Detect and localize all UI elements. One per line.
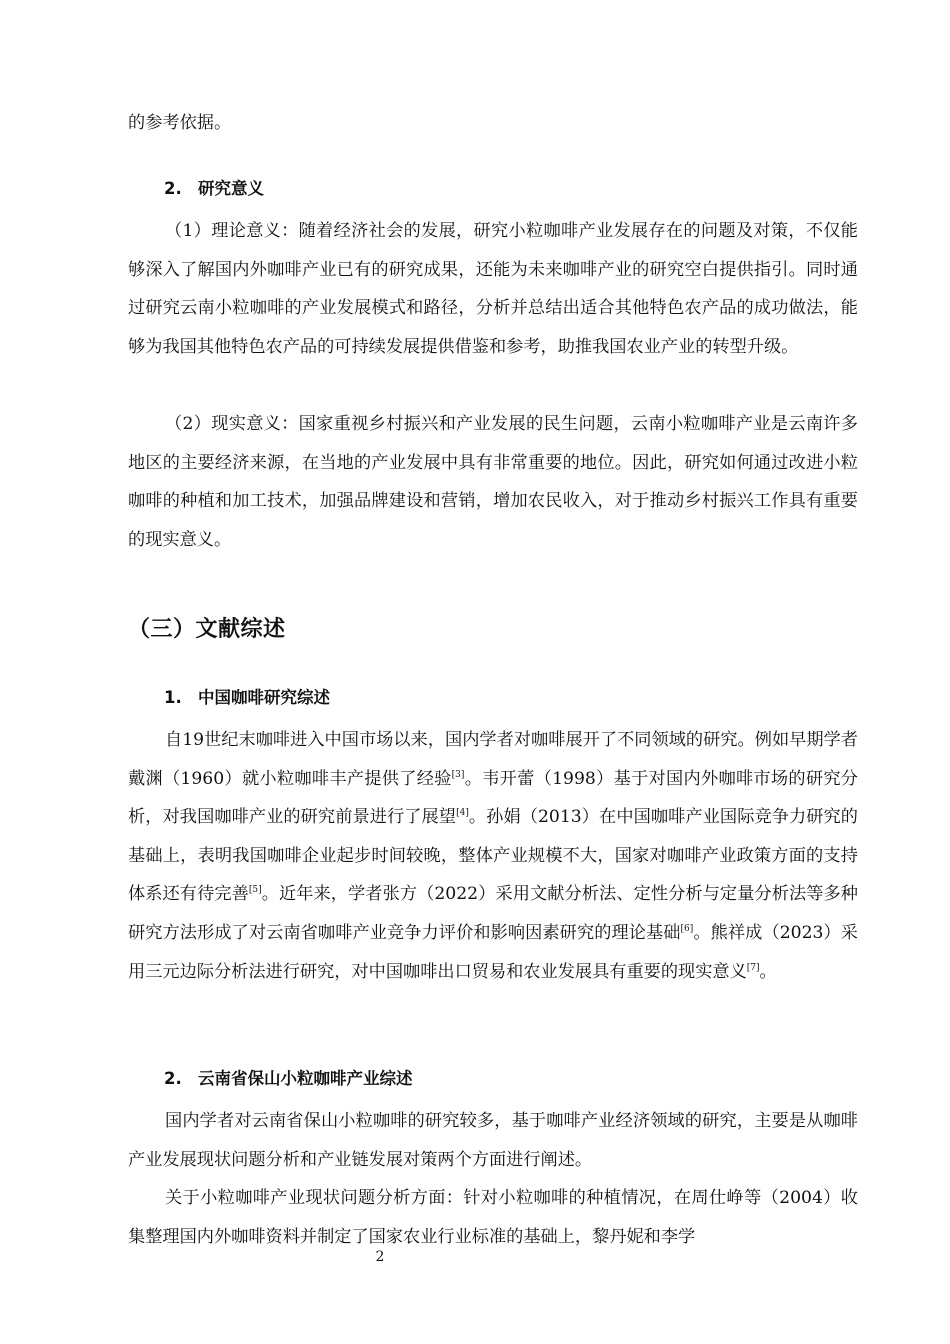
section-heading-research-significance <box>164 175 264 199</box>
paragraph-industry-status <box>128 1179 858 1256</box>
section-heading-yunnan-coffee <box>164 1065 413 1089</box>
paragraph-text: 国内学者对云南省保山小粒咖啡的研究较多，基于咖啡产业经济领域的研究，主要是从咖啡产业发展现状问题分析和产业链发展对策两个方面进行阐述。 <box>128 1111 858 1170</box>
section-heading-china-coffee <box>164 684 330 708</box>
citation-ref: [3] <box>451 769 465 780</box>
paragraph-theory-significance <box>128 212 858 366</box>
heading-number: 2. <box>164 1069 182 1088</box>
text-run: 。孙娟（2013）在中国咖啡产业国际竞争力研究的基础上，表明我国咖啡企业起步时间较晚，整体产业规模不大，国家对咖啡产业政策方面的支持体系还有待完善 <box>128 807 858 905</box>
paragraph-text: 关于小粒咖啡产业现状问题分析方面：针对小粒咖啡的种植情况，在周仕峥等（2004）收集整理国内外咖啡资料并制定了国家农业行业标准的基础上，黎丹妮和李学 <box>128 1188 858 1247</box>
citation-ref: [5] <box>248 885 262 896</box>
heading-title: 研究意义 <box>198 179 264 198</box>
heading-title: 云南省保山小粒咖啡产业综述 <box>198 1069 413 1088</box>
section-heading-literature-review: （三）文献综述 <box>128 617 286 642</box>
heading-number: 2. <box>164 179 182 198</box>
paragraph-yunnan-review <box>128 1102 858 1179</box>
citation-ref: [6] <box>680 923 694 934</box>
heading-title: 中国咖啡研究综述 <box>198 688 330 707</box>
paragraph-text: （2）现实意义：国家重视乡村振兴和产业发展的民生问题，云南小粒咖啡产业是云南许多地区的主要经济来源，在当地的产业发展中具有非常重要的地位。因此，研究如何通过改进小粒咖啡的种植和加工技术，加强品牌建设和营销，增加农民收入，对于推动乡村振兴工作具有重要的现实意义。 <box>128 414 858 550</box>
paragraph-china-coffee-review <box>128 721 858 991</box>
text-run: 。韦开蕾（1998）基于对国内外咖啡市场的研究分析，对我国咖啡产业的研究前景进行了展望 <box>128 768 858 828</box>
paragraph-text: 的参考依据。 <box>128 113 232 133</box>
text-run: 。熊祥成（2023）采用三元边际分析法进行研究，对中国咖啡出口贸易和农业发展具有重要的现实意义 <box>128 922 858 982</box>
paragraph-text <box>128 721 858 991</box>
paragraph-text: （1）理论意义：随着经济社会的发展，研究小粒咖啡产业发展存在的问题及对策，不仅能够深入了解国内外咖啡产业已有的研究成果，还能为未来咖啡产业的研究空白提供指引。同时通过研究云南小粒咖啡的产业发展模式和路径，分析并总结出适合其他特色农产品的成功做法，能够为我国其他特色农产品的可持续发展提供借鉴和参考，助推我国农业产业的转型升级。 <box>128 221 858 357</box>
text-run: 。近年来，学者张方（2022）采用文献分析法、定性分析与定量分析法等多种研究方法形成了对云南省咖啡产业竞争力评价和影响因素研究的理论基础 <box>128 884 858 943</box>
citation-ref: [7] <box>746 962 760 973</box>
citation-ref: [4] <box>456 808 469 819</box>
paragraph-continuation <box>128 104 858 143</box>
text-run: 自19世纪末咖啡进入中国市场以来，国内学者对咖啡展开了不同领域的研究。例如早期学者戴渊（1960）就小粒咖啡丰产提供了经验 <box>128 730 858 789</box>
text-run: 。 <box>759 961 777 982</box>
page-number: 2 <box>375 1249 385 1265</box>
heading-number: 1. <box>164 688 182 707</box>
paragraph-practical-significance <box>128 405 858 559</box>
